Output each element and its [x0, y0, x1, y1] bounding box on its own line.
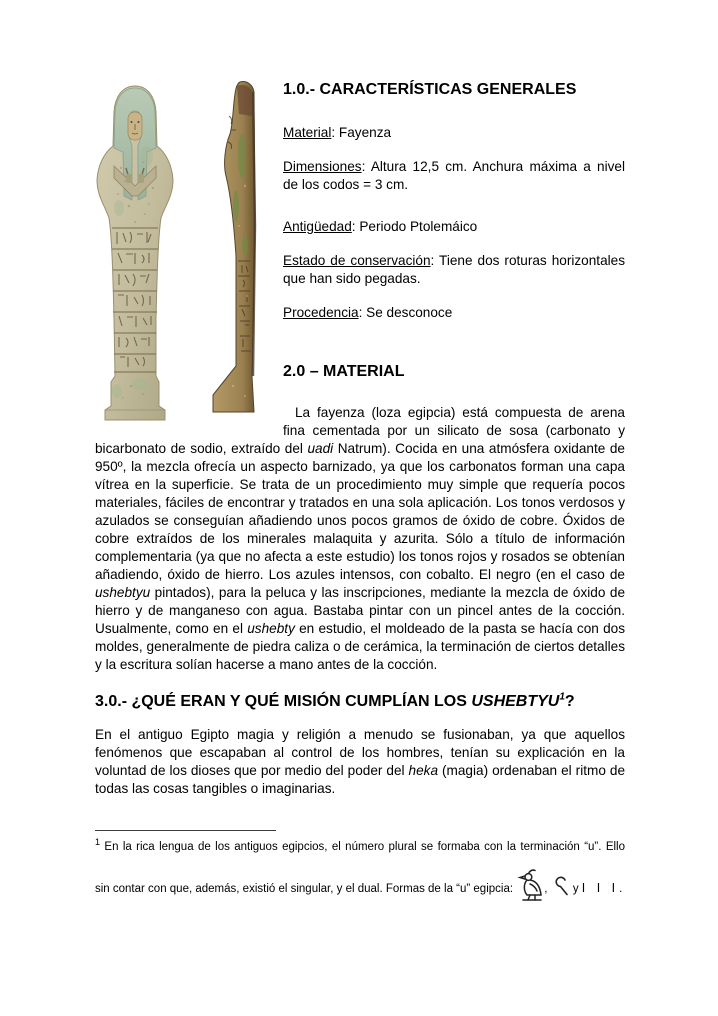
section3-heading-ushebtyu: USHEBTYU	[471, 693, 560, 710]
section3-run: En el antiguo Egipto magia y religión a menudo se fusionaban, ya que aquellos fenómenos que escapaban al control de los hombres, tenían su explicación en la voluntad de los dioses que por medio del poder del	[95, 727, 625, 778]
footnote-period: .	[619, 883, 623, 895]
section3-heading-question: ?	[564, 693, 575, 710]
section3-run: (magia) ordenaban el ritmo de todas las cosas tangibles o imaginarias.	[95, 763, 625, 796]
footnote	[95, 830, 625, 901]
term-heka: heka	[408, 763, 439, 778]
quail-chick-hieroglyph	[517, 869, 543, 901]
section3-heading	[95, 692, 625, 712]
section2-run: La fayenza (loza egipcia) está compuesta de arena fina cementada por un silicato de sosa (carbonato y bicarbonato de sodio, extraído del	[95, 405, 625, 456]
section3-paragraph	[95, 726, 625, 798]
section3-heading-text: 3.0.- ¿QUÉ ERAN Y QUÉ MISIÓN CUMPLÍAN LOS	[95, 693, 472, 710]
footnote-line1	[95, 837, 625, 855]
section2-heading: 2.0 – MATERIAL	[283, 363, 405, 380]
ushabti-side-photo	[209, 76, 263, 416]
section2-run: pintados), para la peluca y las inscripciones, mediante la mezcla de óxido de hierro y de manganeso con agua. Bastaba pintar con un pincel antes de la cocción. Usualmente, como en el	[95, 585, 625, 636]
footnote-number: 1	[95, 837, 101, 848]
field-procedencia-label: Procedencia	[283, 305, 359, 320]
section2-paragraph	[95, 404, 625, 674]
field-material-label: Material	[283, 125, 332, 140]
field-dimensiones-label: Dimensiones	[283, 159, 362, 174]
footnote-conjunction: y	[569, 883, 582, 895]
footnote-comma: ,	[544, 883, 551, 895]
plural-strokes-hieroglyph: I I I	[581, 881, 620, 895]
section2-run: Natrum). Cocida en una atmósfera oxidante de 950º, la mezcla ofrecía un aspecto barnizado, ya que los carbonatos forman una capa vítrea en la superficie. Se trata de un procedimiento muy simple que requería pocos materiales, fáciles de encontrar y tratados en una sola aplicación. Los tonos verdosos y azulados se conseguían añadiendo unos pocos gramos de óxido de cobre. Óxidos de cobre extraídos de los minerales malaquita y azurita. Sólo a título de información complementaria (ya que no afecta a este estudio) los tonos rojos y rosados se obtenían añadiendo, óxido de hierro. Los azules intensos, con cobalto. El negro (en el caso de	[95, 441, 625, 582]
ushabti-figure-photos	[85, 76, 263, 428]
term-ushebtyu: ushebtyu	[95, 585, 151, 600]
coil-hieroglyph	[552, 875, 569, 896]
term-uadi: uadi	[307, 441, 334, 456]
footnote-line2	[95, 869, 625, 901]
ushabti-front-photo	[85, 76, 185, 424]
field-dimensiones-value: : Altura 12,5 cm. Anchura máxima a nivel de los codos = 3 cm.	[283, 159, 625, 192]
footnote-line2-text: sin contar con que, además, existió el singular, y el dual. Formas de la “u” egipcia:	[95, 883, 517, 895]
footnote-reference-mark: 1	[559, 691, 565, 703]
field-antiguedad-value: : Periodo Ptolemáico	[351, 219, 478, 234]
section1-heading: 1.0.- CARACTERÍSTICAS GENERALES	[283, 81, 577, 98]
footnote-line1-text: En la rica lengua de los antiguos egipcios, el número plural se formaba con la terminación “u”. Ello	[100, 841, 625, 853]
section2-run: en estudio, el moldeado de la pasta se hacía con dos moldes, generalmente de piedra caliza o de cerámica, la terminación de ciertos detalles y la escritura solían hacerse a mano antes de la cocción.	[95, 621, 625, 672]
field-procedencia-value: : Se desconoce	[358, 305, 453, 320]
field-antiguedad-label: Antigüedad	[283, 219, 352, 234]
term-ushebty: ushebty	[247, 621, 295, 636]
field-material-value: : Fayenza	[331, 125, 392, 140]
field-estado-label: Estado de conservación	[283, 253, 431, 268]
footnote-separator	[95, 830, 276, 831]
field-estado-value: : Tiene dos roturas horizontales que han sido pegadas.	[283, 253, 626, 286]
